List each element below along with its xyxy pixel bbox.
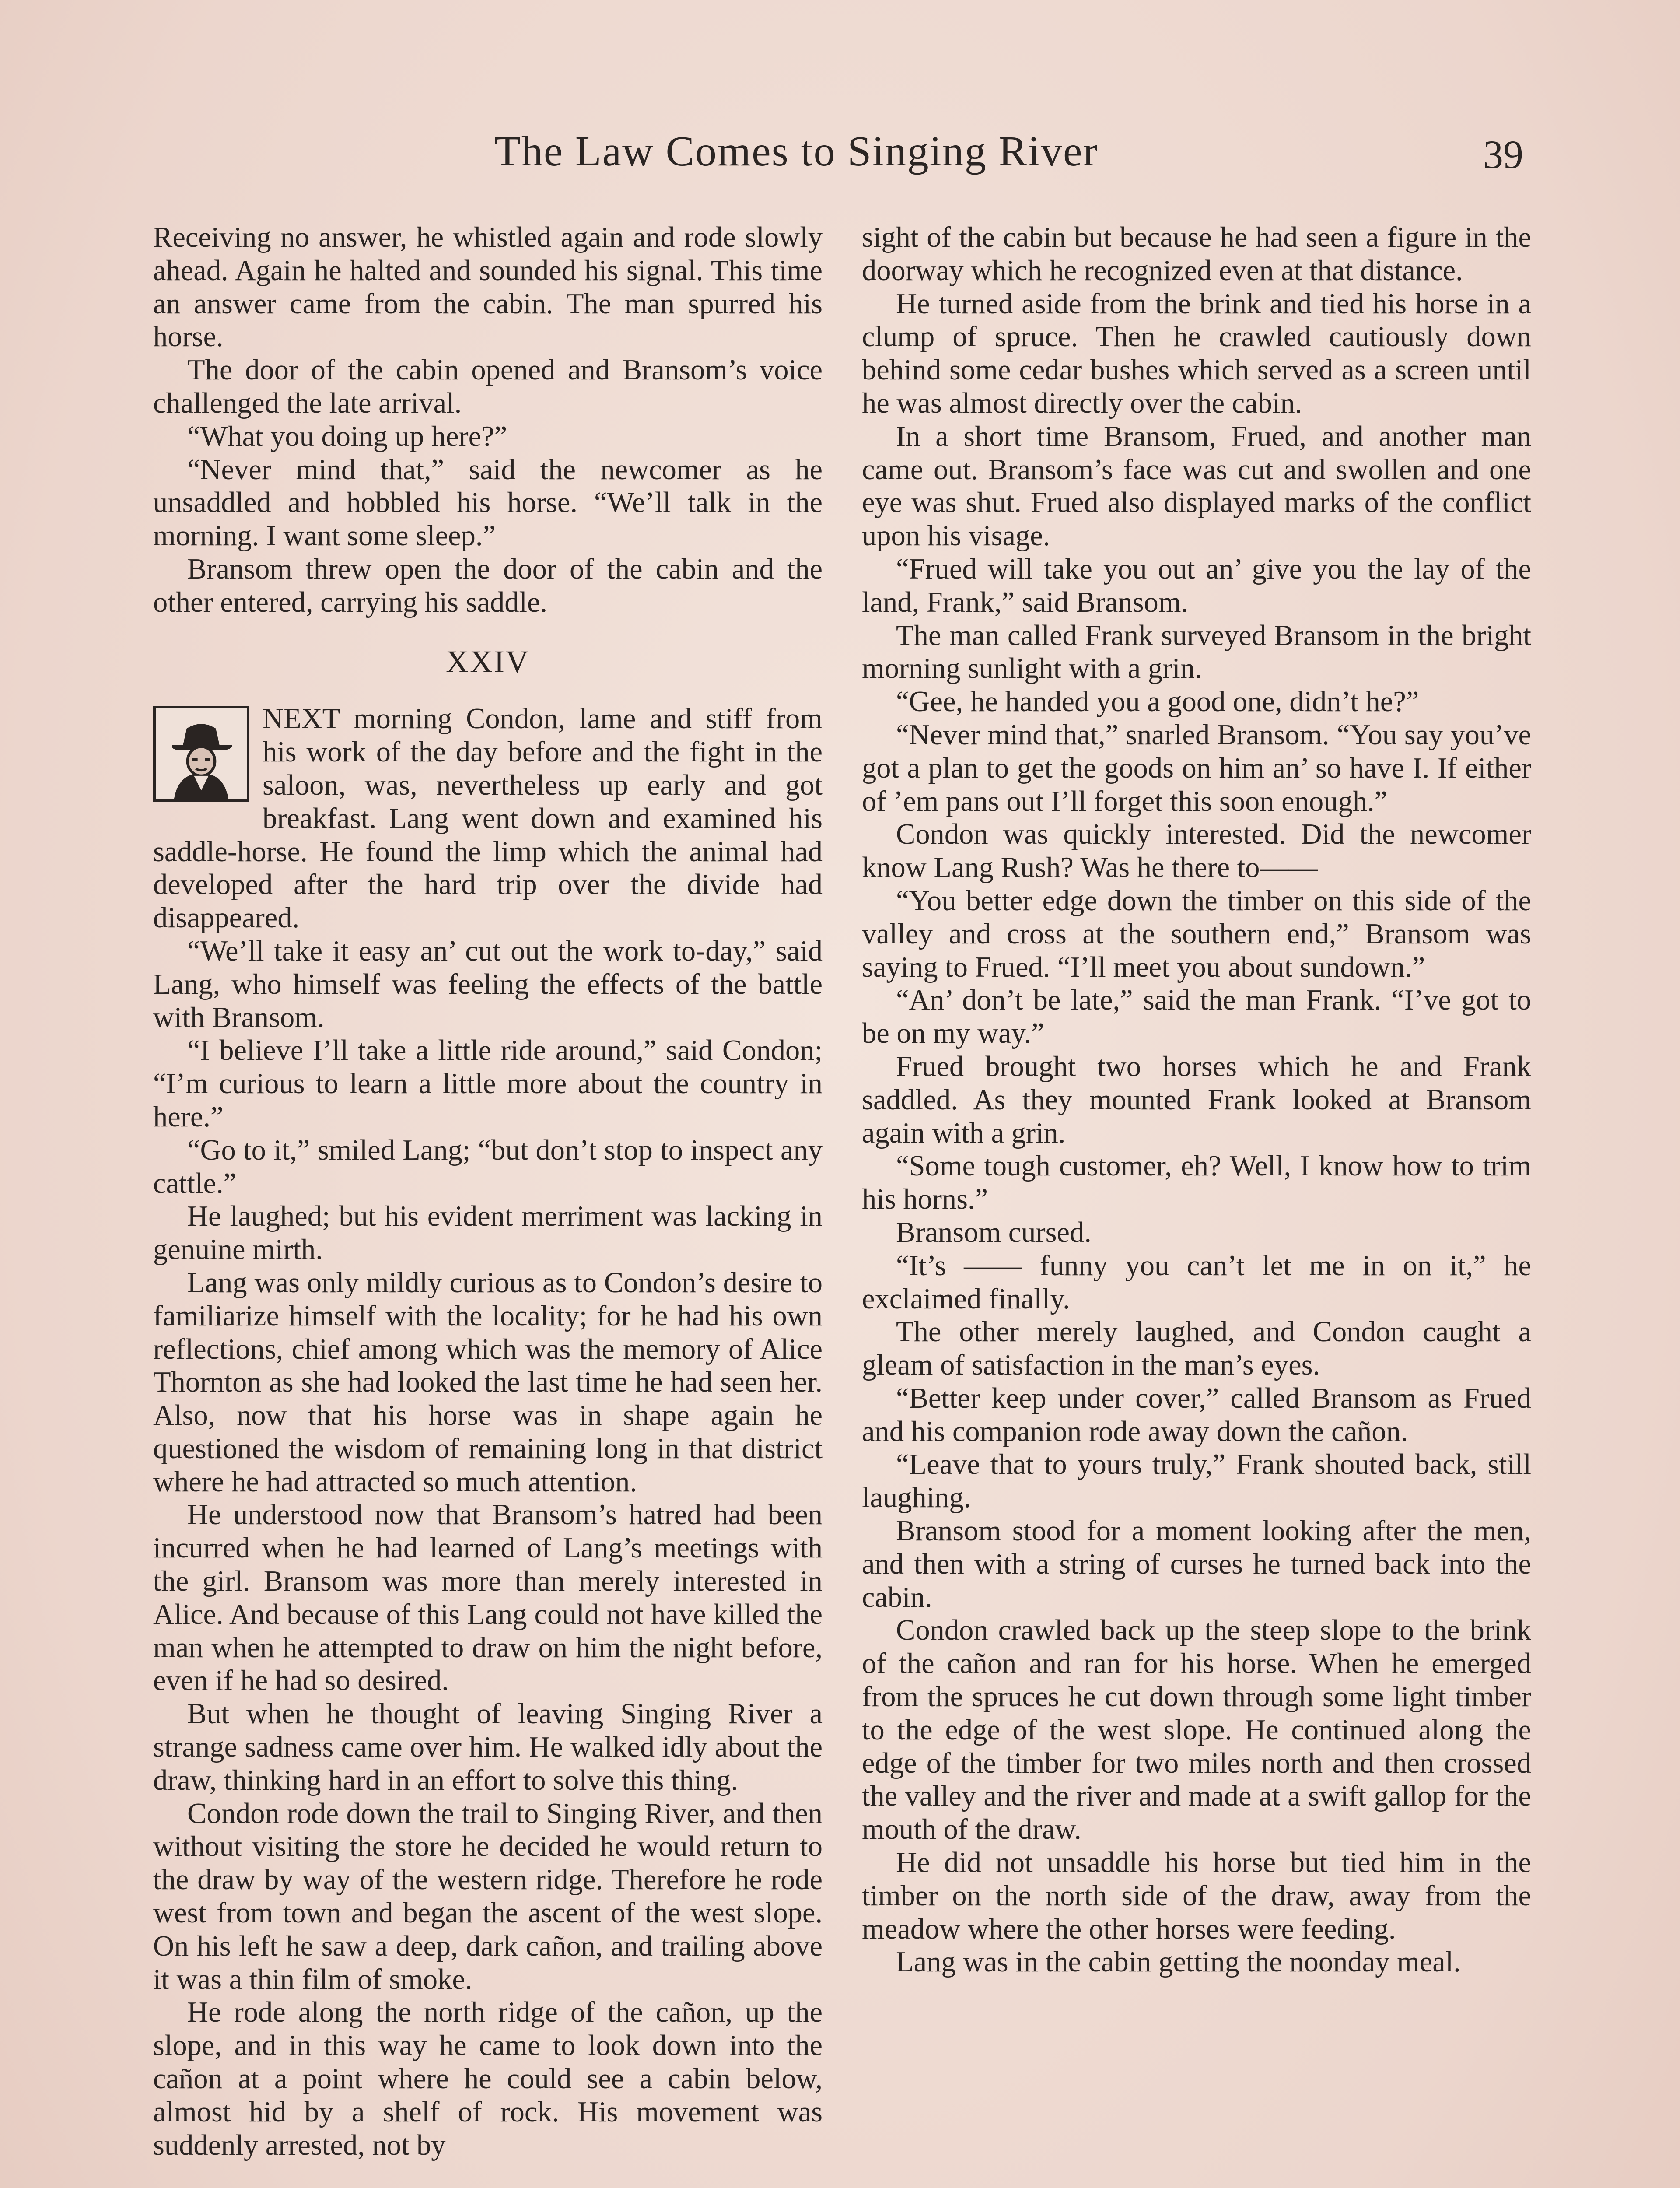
paragraph: “We’ll take it easy an’ cut out the work to-day,” said Lang, who himself was feeling the effects of the battle with Bransom. [153, 935, 822, 1034]
paragraph: “Frued will take you out an’ give you the lay of the land, Frank,” said Bransom. [862, 553, 1531, 618]
paragraph: sight of the cabin but because he had seen a figure in the doorway which he recognized even at that distance. [862, 221, 1531, 287]
paragraph: The door of the cabin opened and Bransom’s voice challenged the late arrival. [153, 354, 822, 419]
dropcap-paragraph [153, 702, 822, 935]
paragraph: Lang was only mildly curious as to Condon’s desire to familiarize himself with the locality; for he had his own reflections, chief among which was the memory of Alice Thornton as she had looked the last time he had seen her. Also, now that his horse was in shape again he questioned the wisdom of remaining long in that district where he had attracted so much attention. [153, 1266, 822, 1498]
paragraph: “It’s —— funny you can’t let me in on it,” he exclaimed finally. [862, 1249, 1531, 1315]
paragraph: Condon rode down the trail to Singing River, and then without visiting the store he decided he would return to the draw by way of the western ridge. Therefore he rode west from town and began the ascent of the west slope. On his left he saw a deep, dark cañon, and trailing above it was a thin film of smoke. [153, 1797, 822, 1995]
running-header-title: The Law Comes to Singing River [494, 128, 1099, 175]
right-column [862, 221, 1531, 1979]
paragraph: He rode along the north ridge of the cañon, up the slope, and in this way he came to look down into the cañon at a point where he could see a cabin below, almost hid by a shelf of rock. His movement was suddenly arrested, not by [153, 1996, 822, 2161]
paragraph: “Never mind that,” snarled Bransom. “You say you’ve got a plan to get the goods on him an’ so have I. If either of ’em pans out I’ll forget this soon enough.” [862, 719, 1531, 817]
paragraph: “Go to it,” smiled Lang; “but don’t stop to inspect any cattle.” [153, 1134, 822, 1199]
page-number: 39 [1483, 132, 1523, 177]
paragraph: Condon was quickly interested. Did the newcomer know Lang Rush? Was he there to—— [862, 818, 1531, 884]
paragraph: “What you doing up here?” [187, 420, 508, 452]
paragraph: “Gee, he handed you a good one, didn’t he?” [896, 686, 1419, 718]
paragraph: Bransom threw open the door of the cabin and the other entered, carrying his saddle. [153, 553, 822, 618]
paragraph: Frued brought two horses which he and Frank saddled. As they mounted Frank looked at Bransom again with a grin. [862, 1050, 1531, 1149]
paragraph: “I believe I’ll take a little ride around,” said Condon; “I’m curious to learn a little more about the country in here.” [153, 1034, 822, 1133]
paragraph: He turned aside from the brink and tied his horse in a clump of spruce. Then he crawled cautiously down behind some cedar bushes which served as a screen until he was almost directly over the cabin. [862, 288, 1531, 419]
paragraph: He laughed; but his evident merriment was lacking in genuine mirth. [153, 1200, 822, 1266]
paragraph: Lang was in the cabin getting the noonday meal. [896, 1946, 1461, 1978]
paragraph: He understood now that Bransom’s hatred had been incurred when he had learned of Lang’s meetings with the girl. Bransom was more than merely interested in Alice. And because of this Lang could not have killed the man when he attempted to draw on him the night before, even if he had so desired. [153, 1499, 822, 1697]
paragraph: Bransom stood for a moment looking after the men, and then with a string of curses he turned back into the cabin. [862, 1515, 1531, 1613]
paragraph: “You better edge down the timber on this side of the valley and cross at the southern end,” Bransom was saying to Frued. “I’ll meet you about sundown.” [862, 884, 1531, 983]
cowboy-portrait-icon [153, 706, 249, 802]
paragraph: “Better keep under cover,” called Bransom as Frued and his companion rode away down the cañon. [862, 1382, 1531, 1448]
paragraph-text: NEXT morning Condon, lame and stiff from his work of the day before and the fight in the saloon, was, nevertheless up early and got breakfast. Lang went down and examined his saddle-horse. He found the limp which the animal had developed after the hard trip over the divide had disappeared. [153, 703, 822, 934]
paragraph: Receiving no answer, he whistled again and rode slowly ahead. Again he halted and sounded his signal. This time an answer came from the cabin. The man spurred his horse. [153, 221, 822, 353]
paragraph: Bransom cursed. [896, 1216, 1092, 1248]
paragraph: “An’ don’t be late,” said the man Frank. “I’ve got to be on my way.” [862, 984, 1531, 1050]
paragraph: Condon crawled back up the steep slope to the brink of the cañon and ran for his horse. When he emerged from the spruces he cut down through some light timber to the edge of the west slope. He continued along the edge of the timber for two miles north and then crossed the valley and the river and made at a swift gallop for the mouth of the draw. [862, 1614, 1531, 1846]
chapter-heading: XXIV [446, 644, 530, 679]
paragraph: In a short time Bransom, Frued, and another man came out. Bransom’s face was cut and swollen and one eye was shut. Frued also displayed marks of the conflict upon his visage. [862, 420, 1531, 552]
paragraph: The other merely laughed, and Condon caught a gleam of satisfaction in the man’s eyes. [862, 1316, 1531, 1382]
paragraph: “Some tough customer, eh? Well, I know how to trim his horns.” [862, 1150, 1531, 1216]
paragraph: The man called Frank surveyed Bransom in the bright morning sunlight with a grin. [862, 619, 1531, 685]
paragraph: “Never mind that,” said the newcomer as he unsaddled and hobbled his horse. “We’ll talk in the morning. I want some sleep.” [153, 453, 822, 552]
paragraph: “Leave that to yours truly,” Frank shouted back, still laughing. [862, 1448, 1531, 1514]
paragraph: He did not unsaddle his horse but tied him in the timber on the north side of the draw, away from the meadow where the other horses were feeding. [862, 1847, 1531, 1945]
paragraph: But when he thought of leaving Singing River a strange sadness came over him. He walked idly about the draw, thinking hard in an effort to solve this thing. [153, 1698, 822, 1796]
left-column [153, 221, 822, 2162]
